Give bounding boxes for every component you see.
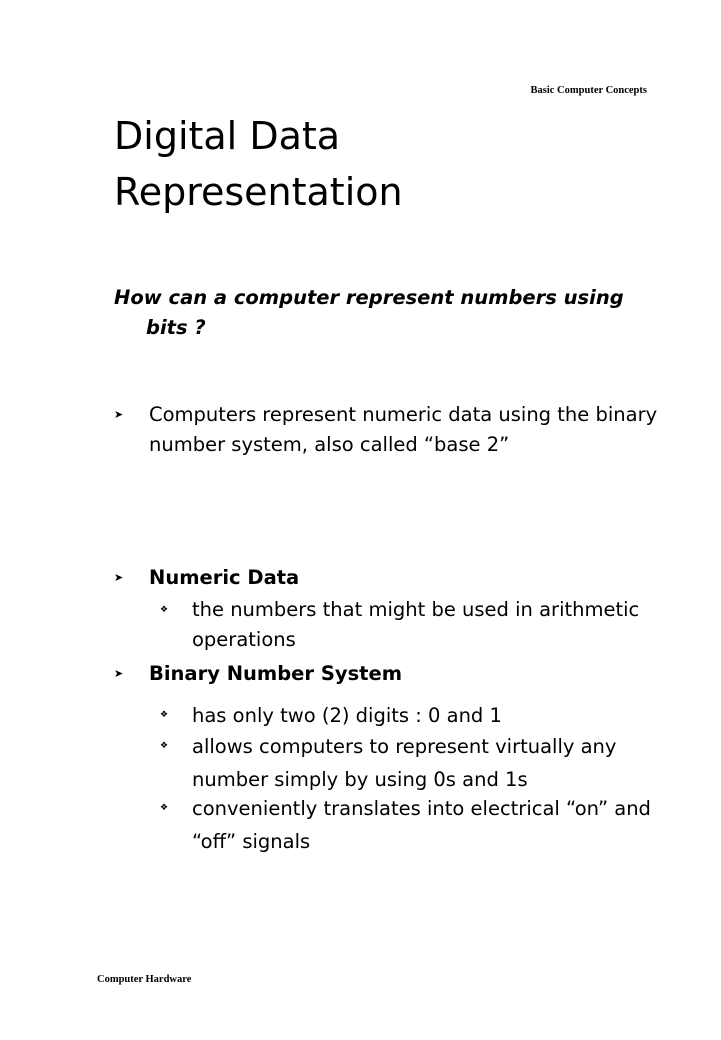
arrow-bullet-icon: ➤ xyxy=(114,667,124,680)
bullet-binary-system xyxy=(114,400,659,460)
bullet-text: has only two (2) digits : 0 and 1 xyxy=(192,704,502,727)
sub-bullet-represent-any-number xyxy=(160,730,670,796)
bullet-text: the numbers that might be used in arithmetic operations xyxy=(192,598,640,651)
title-line-1: Digital Data xyxy=(114,114,341,158)
bullet-binary-number-system xyxy=(114,659,659,689)
arrow-bullet-icon: ➤ xyxy=(114,408,124,421)
page-title xyxy=(114,108,594,220)
bullet-text: Computers represent numeric data using the binary number system, also called “base 2” xyxy=(149,403,658,456)
bullet-text: Binary Number System xyxy=(149,662,403,685)
bullet-numeric-data xyxy=(114,563,659,593)
running-footer: Computer Hardware xyxy=(97,974,192,985)
question-text: How can a computer represent numbers using bits ? xyxy=(114,286,624,339)
bullet-text: Numeric Data xyxy=(149,566,300,589)
title-line-2: Representation xyxy=(114,170,403,214)
arrow-bullet-icon: ➤ xyxy=(114,571,124,584)
diamond-bullet-icon: ❖ xyxy=(160,803,169,813)
diamond-bullet-icon: ❖ xyxy=(160,710,169,720)
sub-bullet-two-digits xyxy=(160,699,670,732)
sub-bullet-on-off-signals xyxy=(160,792,670,858)
diamond-bullet-icon: ❖ xyxy=(160,741,169,751)
diamond-bullet-icon: ❖ xyxy=(160,605,169,615)
bullet-text: allows computers to represent virtually any number simply by using 0s and 1s xyxy=(192,735,617,791)
running-header: Basic Computer Concepts xyxy=(530,85,647,96)
sub-bullet-numbers xyxy=(160,595,670,655)
bullet-text: conveniently translates into electrical “on” and “off” signals xyxy=(192,797,651,853)
